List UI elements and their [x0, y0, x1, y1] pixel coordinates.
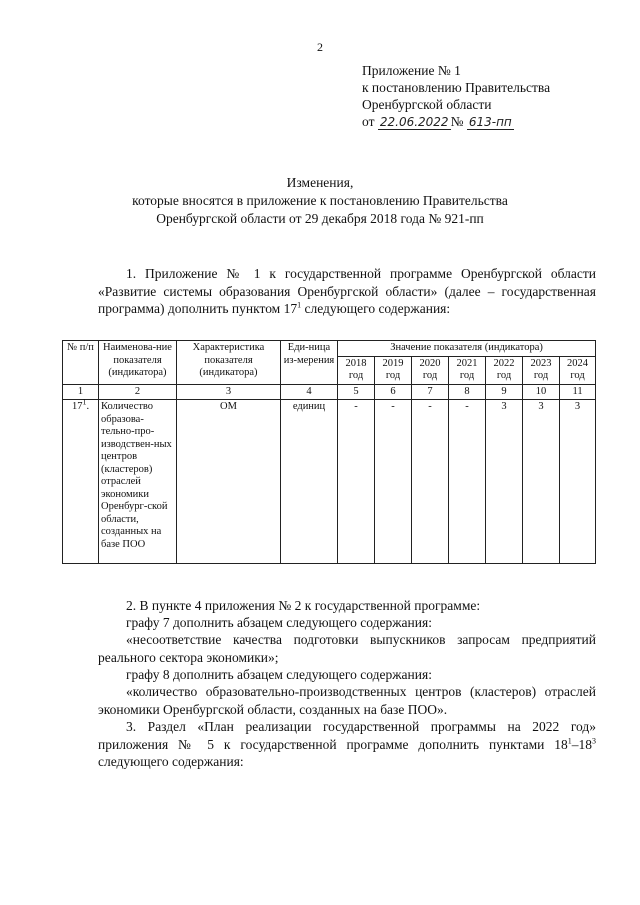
para3-superscript-1: 1	[567, 736, 572, 745]
row-value: -	[412, 400, 449, 564]
paragraph-1: 1. Приложение № 1 к государственной программе Оренбургской области «Развитие системы образования Оренбургской области» (далее – государственная программа) дополнить пунктом $17^1$ следующего содержания:	[98, 266, 596, 316]
title-line-3: Оренбургской области от 29 декабря 2018 года № 921-пп	[156, 211, 484, 226]
page-number: 2	[317, 40, 323, 54]
number-label: №	[450, 114, 464, 129]
row-value: 3	[486, 400, 523, 564]
row-value: -	[449, 400, 486, 564]
column-number: 9	[486, 384, 523, 400]
column-number-row	[63, 384, 596, 400]
header-name: Наименова-ние показателя (индикатора)	[99, 341, 177, 385]
table-row	[63, 400, 596, 564]
header-year: 2021 год	[449, 356, 486, 384]
paragraph-2-line-5: «количество образовательно-производственных центров (кластеров) отраслей экономики Оренбургской области, созданных на базе ПОО».	[98, 684, 596, 717]
row-name: Количество образова-тельно-про-изводствен-ных центров (кластеров) отраслей экономики Оренбург-ской области, созданных на базе ПОО	[99, 400, 177, 564]
paragraph-2-line-4: графу 8 дополнить абзацем следующего содержания:	[126, 667, 432, 682]
column-number: 6	[375, 384, 412, 400]
header-unit: Еди-ница из-мерения	[281, 341, 338, 385]
paragraph-2-line-1: 2. В пункте 4 приложения № 2 к государственной программе:	[126, 598, 481, 613]
row-value: -	[375, 400, 412, 564]
column-number: 10	[523, 384, 560, 400]
row-characteristic: ОМ	[177, 400, 281, 564]
header-year: 2023 год	[523, 356, 560, 384]
row-value: -	[338, 400, 375, 564]
document-title	[0, 174, 640, 228]
header-value-group: Значение показателя (индикатора)	[338, 341, 596, 357]
attachment-line-2: к постановлению Правительства	[362, 80, 551, 95]
title-line-1: Изменения,	[286, 175, 354, 190]
header-year: 2024 год	[560, 356, 596, 384]
attachment-line-3: Оренбургской области	[362, 97, 492, 112]
title-line-2: которые вносятся в приложение к постановлению Правительства	[132, 193, 508, 208]
header-num: № п/п	[63, 341, 99, 385]
header-year: 2018 год	[338, 356, 375, 384]
column-number: 3	[177, 384, 281, 400]
header-characteristic: Характеристика показателя (индикатора)	[177, 341, 281, 385]
column-number: 7	[412, 384, 449, 400]
para3-superscript-2: 3	[592, 736, 596, 745]
row-value: 3	[560, 400, 596, 564]
paragraph-2-line-3: «несоответствие качества подготовки выпускников запросам предприятий реального сектора экономики»;	[98, 632, 596, 665]
indicator-table	[62, 340, 596, 564]
paragraph-2-line-2: графу 7 дополнить абзацем следующего содержания:	[126, 615, 432, 630]
header-year: 2022 год	[486, 356, 523, 384]
table-header-row	[63, 341, 596, 357]
paragraph-3: 3. Раздел «План реализации государственной программы на 2022 год» приложения № 5 к государственной программе дополнить пунктами $18^1-18^3$ следующего содержания:	[98, 719, 596, 769]
attachment-block	[362, 62, 550, 131]
attachment-line-1: Приложение № 1	[362, 63, 461, 78]
column-number: 5	[338, 384, 375, 400]
attachment-date-line	[362, 113, 550, 131]
row-unit: единиц	[281, 400, 338, 564]
column-number: 1	[63, 384, 99, 400]
row-num: $17^1$.	[63, 400, 99, 564]
row-value: 3	[523, 400, 560, 564]
para1-superscript: 1	[297, 300, 302, 310]
handwritten-number: 613-пп	[468, 115, 512, 129]
ot-label: от	[362, 114, 375, 129]
handwritten-date: 22.06.2022	[379, 115, 449, 129]
header-year: 2020 год	[412, 356, 449, 384]
column-number: 2	[99, 384, 177, 400]
column-number: 11	[560, 384, 596, 400]
column-number: 4	[281, 384, 338, 400]
column-number: 8	[449, 384, 486, 400]
header-year: 2019 год	[375, 356, 412, 384]
